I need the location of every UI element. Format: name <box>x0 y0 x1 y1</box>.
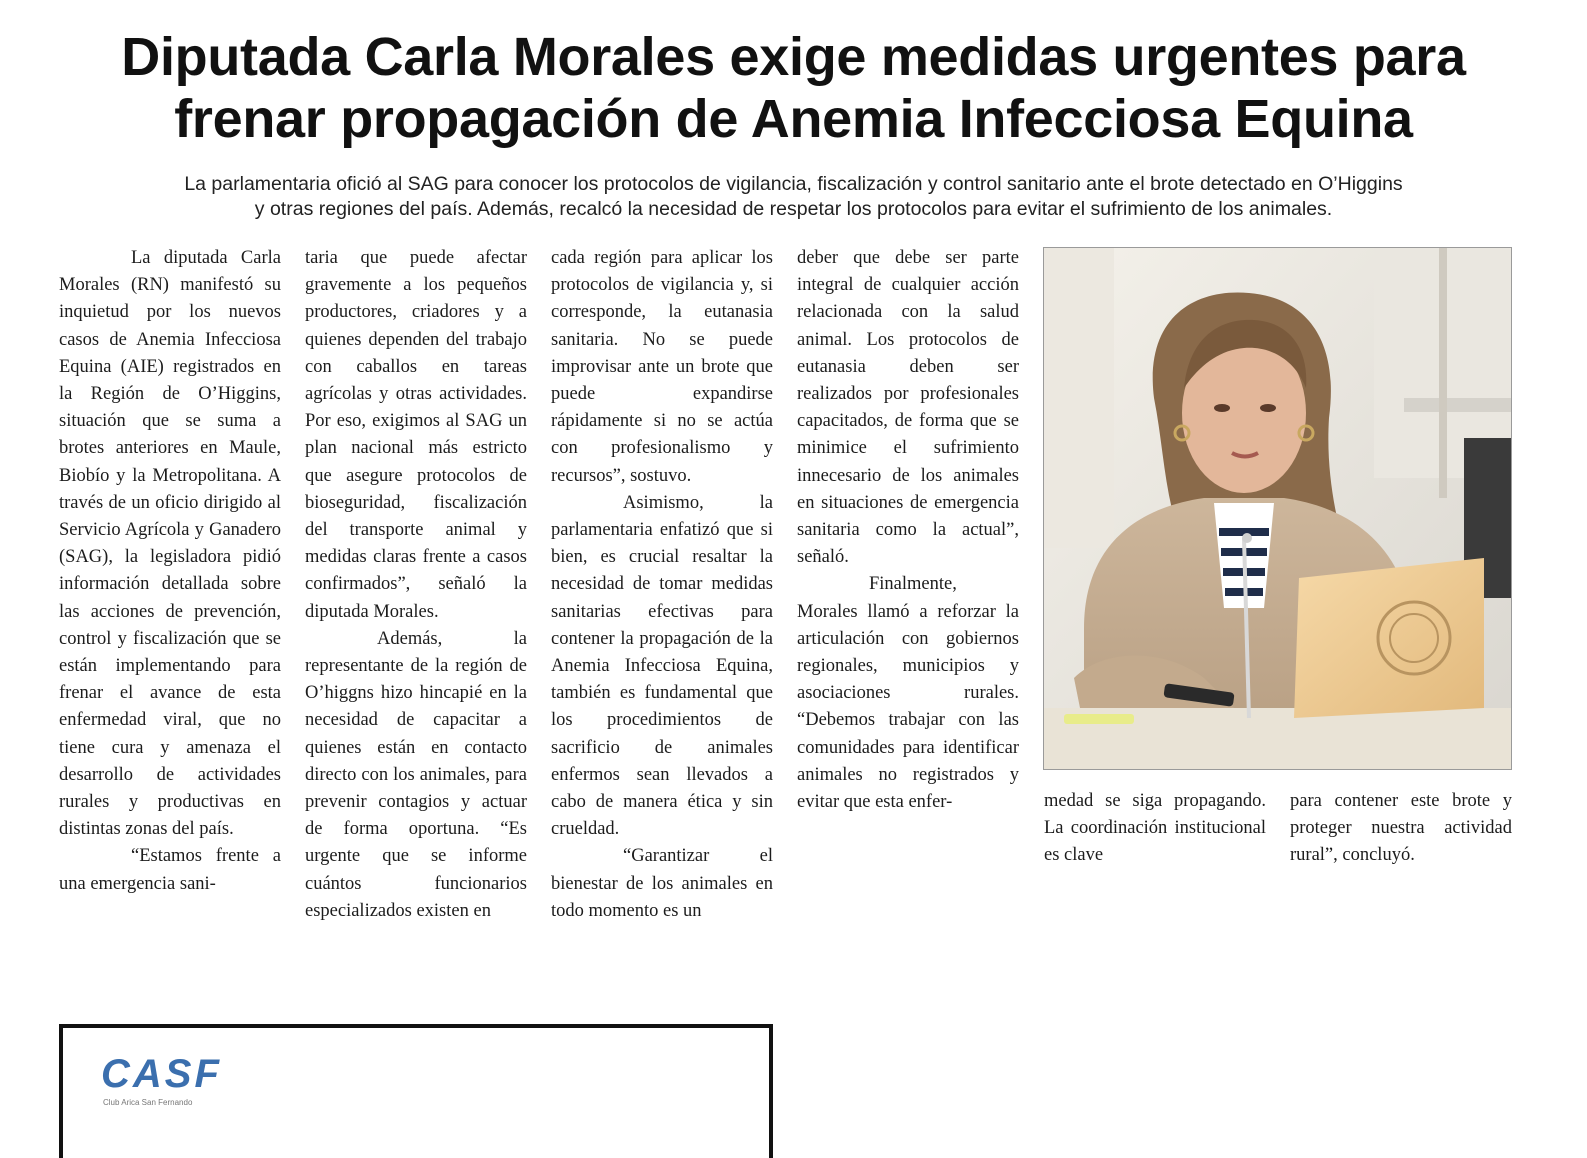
paragraph: deber que debe ser parte integral de cualquier acción relacionada con la salud animal. Los protocolos de eutanasia deben ser realizados por profesionales capacitados, de forma que se minimice el sufrimiento innecesario de los animales en situaciones de emergencia sanitaria como la actual”, señaló. <box>797 248 1019 568</box>
article-column-3 <box>551 245 773 925</box>
casf-logo-subtext: Club Arica San Fernando <box>103 1098 193 1107</box>
article-column-5 <box>1044 788 1266 870</box>
paragraph: medad se siga propagando. La coordinación institucional es clave <box>1044 791 1266 866</box>
subheadline <box>0 172 1587 222</box>
paragraph: La diputada Carla Morales (RN) manifestó su inquietud por los nuevos casos de Anemia Infecciosa Equina (AIE) registrados en la Región de O’Higgins, situación que se suma a brotes anteriores en Maule, Biobío y la Metropolitana. A través de un oficio dirigido al Servicio Agrícola y Ganadero (SAG), la legisladora pidió información detallada sobre las acciones de prevención, control y fiscalización que se están implementando para frenar el avance de esta enfermedad viral, que no tiene cura y amenaza el desarrollo de actividades rurales y productivas en distintas zonas del país. <box>59 248 281 840</box>
article-column-1 <box>59 245 281 898</box>
article-column-6 <box>1290 788 1512 870</box>
photo-of-deputy <box>1043 247 1512 770</box>
article-column-2 <box>305 245 527 925</box>
casf-logo: CASF <box>101 1052 222 1096</box>
photo-illustration <box>1044 248 1511 769</box>
subhead-line-1: La parlamentaria ofició al SAG para conocer los protocolos de vigilancia, fiscalización y control sanitario ante el brote detectado en O’Higgins <box>184 173 1403 195</box>
headline-line-2: frenar propagación de Anemia Infecciosa Equina <box>174 89 1413 149</box>
article-column-4 <box>797 245 1019 816</box>
headline-line-1: Diputada Carla Morales exige medidas urgentes para <box>121 27 1466 87</box>
subhead-line-2: y otras regiones del país. Además, recalcó la necesidad de respetar los protocolos para evitar el sufrimiento de los animales. <box>254 198 1333 220</box>
paragraph: taria que puede afectar gravemente a los pequeños productores, criadores y a quienes dependen del trabajo con caballos en tareas agrícolas y otras actividades. Por eso, exigimos al SAG un plan nacional más estricto que asegure protocolos de bioseguridad, fiscalización del transporte animal y medidas claras frente a casos confirmados”, señaló la diputada Morales. <box>305 248 527 622</box>
paragraph: Finalmente, Morales llamó a reforzar la articulación con gobiernos regionales, municipios y asociaciones rurales. “Debemos trabajar con las comunidades para identificar animales no registrados y evitar que esta enfer- <box>797 574 1019 813</box>
paragraph: “Estamos frente a una emergencia sani- <box>59 846 281 894</box>
paragraph: cada región para aplicar los protocolos de vigilancia y, si corresponde, la eutanasia sanitaria. No se puede improvisar ante un brote que puede expandirse rápidamente si no se actúa con profesionalismo y recursos”, sostuvo. <box>551 248 773 486</box>
paragraph: “Garantizar el bienestar de los animales en todo momento es un <box>551 846 773 921</box>
paragraph: para contener este brote y proteger nuestra actividad rural”, concluyó. <box>1290 791 1512 866</box>
headline <box>0 26 1587 150</box>
advertisement-box <box>59 1024 773 1158</box>
paragraph: Asimismo, la parlamentaria enfatizó que si bien, es crucial resaltar la necesidad de tomar medidas sanitarias efectivas para contener la propagación de la Anemia Infecciosa Equina, también es fundamental que los procedimientos de sacrificio de animales enfermos sean llevados a cabo de manera ética y sin crueldad. <box>551 492 773 840</box>
paragraph: Además, la representante de la región de O’higgns hizo hincapié en la necesidad de capacitar a quienes están en contacto directo con los animales, para prevenir contagios y actuar de forma oportuna. “Es urgente que se informe cuántos funcionarios especializados existen en <box>305 628 527 921</box>
